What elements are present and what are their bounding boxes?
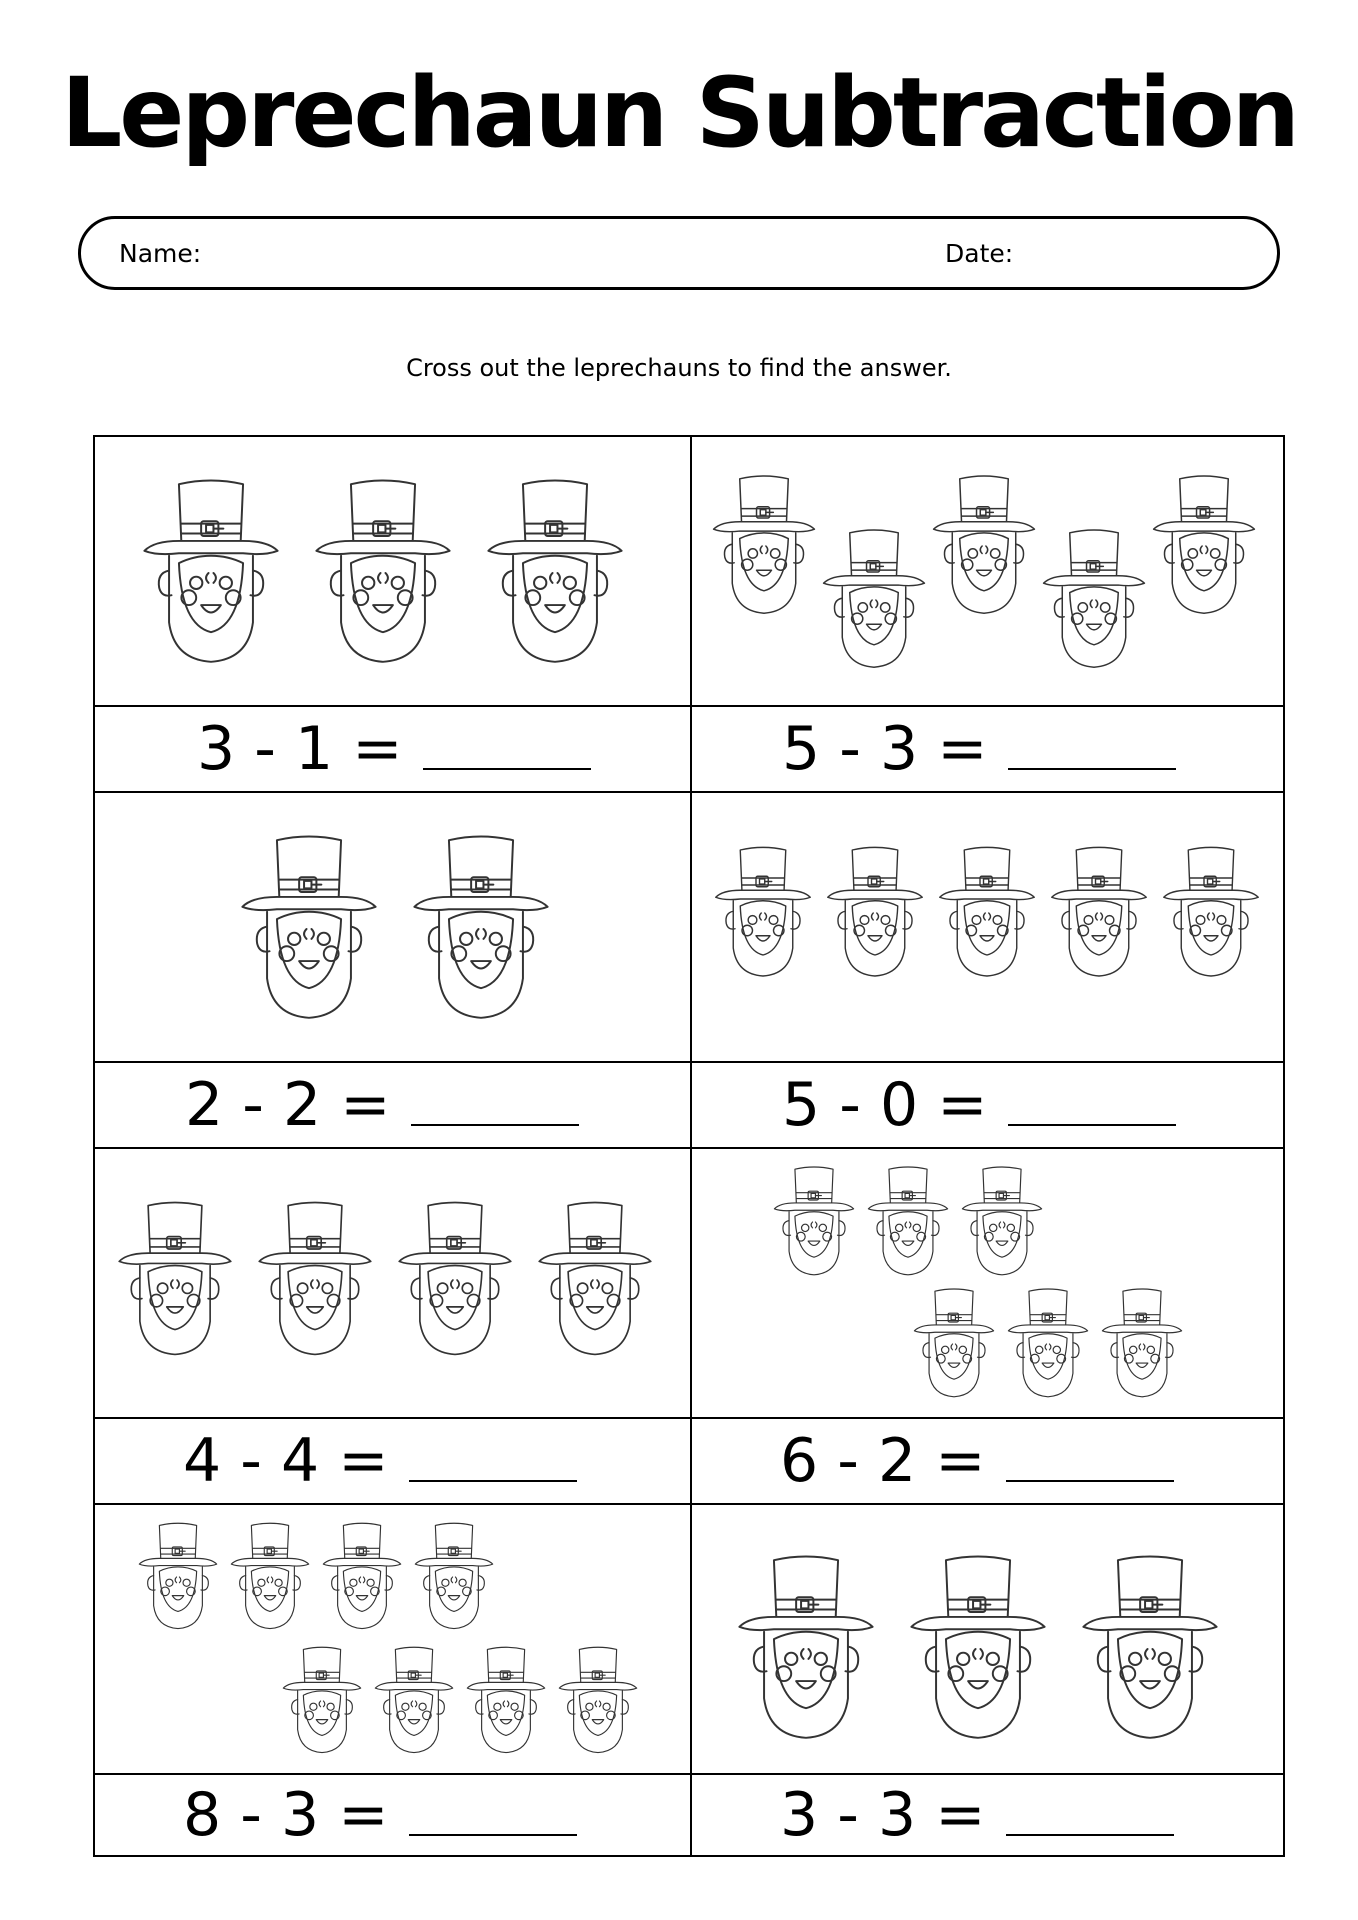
leprechaun-icon [1158, 843, 1264, 983]
problem-7-picture [95, 1505, 690, 1775]
problem-1-expression: 3 - 1 = [197, 714, 403, 784]
page-title: Leprechaun Subtraction [61, 57, 1297, 169]
problem-2-equation-row [692, 707, 1283, 793]
problem-1-equation-row [95, 707, 690, 793]
instructions: Cross out the leprechauns to find the answer. [406, 354, 952, 382]
problem-6-equation-row [692, 1419, 1283, 1505]
problem-8-equation-row [692, 1775, 1283, 1855]
problem-3-answer-blank[interactable] [411, 1124, 579, 1126]
leprechaun-icon [309, 473, 457, 673]
problem-2-picture [692, 437, 1283, 707]
leprechaun-icon [822, 843, 928, 983]
leprechaun-icon [235, 829, 383, 1029]
leprechaun-icon [1004, 1285, 1092, 1403]
leprechaun-icon [279, 1643, 365, 1759]
leprechaun-icon [253, 1195, 377, 1365]
leprechaun-icon [1098, 1285, 1186, 1403]
leprechaun-icon [555, 1643, 641, 1759]
leprechaun-icon [928, 471, 1040, 621]
leprechaun-icon [818, 525, 930, 675]
problem-3-expression: 2 - 2 = [185, 1070, 391, 1140]
date-label: Date: [945, 239, 1014, 268]
leprechaun-icon [463, 1643, 549, 1759]
leprechaun-icon [113, 1195, 237, 1365]
leprechaun-icon [770, 1163, 858, 1281]
problem-6-picture [692, 1149, 1283, 1419]
problem-3-picture [95, 793, 690, 1063]
problem-4-equation-row [692, 1063, 1283, 1149]
problem-7-equation-row [95, 1775, 690, 1855]
problem-8-expression: 3 - 3 = [780, 1780, 986, 1850]
leprechaun-icon [910, 1285, 998, 1403]
problem-4-answer-blank[interactable] [1008, 1124, 1176, 1126]
problem-8-answer-blank[interactable] [1006, 1834, 1174, 1836]
leprechaun-icon [137, 473, 285, 673]
leprechaun-icon [934, 843, 1040, 983]
leprechaun-icon [904, 1549, 1052, 1749]
problem-6-answer-blank[interactable] [1006, 1480, 1174, 1482]
leprechaun-icon [1046, 843, 1152, 983]
leprechaun-icon [732, 1549, 880, 1749]
leprechaun-icon [958, 1163, 1046, 1281]
leprechaun-icon [533, 1195, 657, 1365]
problem-5-equation-row [95, 1419, 690, 1505]
problem-4-expression: 5 - 0 = [782, 1070, 988, 1140]
name-label: Name: [119, 239, 202, 268]
leprechaun-icon [407, 829, 555, 1029]
problem-5-answer-blank[interactable] [409, 1480, 577, 1482]
problem-7-answer-blank[interactable] [409, 1834, 577, 1836]
leprechaun-icon [1148, 471, 1260, 621]
problem-2-expression: 5 - 3 = [782, 714, 988, 784]
problem-5-expression: 4 - 4 = [183, 1426, 389, 1496]
leprechaun-icon [135, 1519, 221, 1635]
problem-8-picture [692, 1505, 1283, 1775]
worksheet-grid [93, 435, 1285, 1857]
problem-4-picture [692, 793, 1283, 1063]
leprechaun-icon [1038, 525, 1150, 675]
leprechaun-icon [710, 843, 816, 983]
leprechaun-icon [319, 1519, 405, 1635]
leprechaun-icon [227, 1519, 313, 1635]
name-date-bar [78, 216, 1280, 290]
leprechaun-icon [371, 1643, 457, 1759]
problem-2-answer-blank[interactable] [1008, 768, 1176, 770]
leprechaun-icon [481, 473, 629, 673]
problem-7-expression: 8 - 3 = [183, 1780, 389, 1850]
problem-1-picture [95, 437, 690, 707]
leprechaun-icon [393, 1195, 517, 1365]
problem-1-answer-blank[interactable] [423, 768, 591, 770]
leprechaun-icon [411, 1519, 497, 1635]
leprechaun-icon [1076, 1549, 1224, 1749]
problem-6-expression: 6 - 2 = [780, 1426, 986, 1496]
leprechaun-icon [864, 1163, 952, 1281]
problem-5-picture [95, 1149, 690, 1419]
leprechaun-icon [708, 471, 820, 621]
problem-3-equation-row [95, 1063, 690, 1149]
